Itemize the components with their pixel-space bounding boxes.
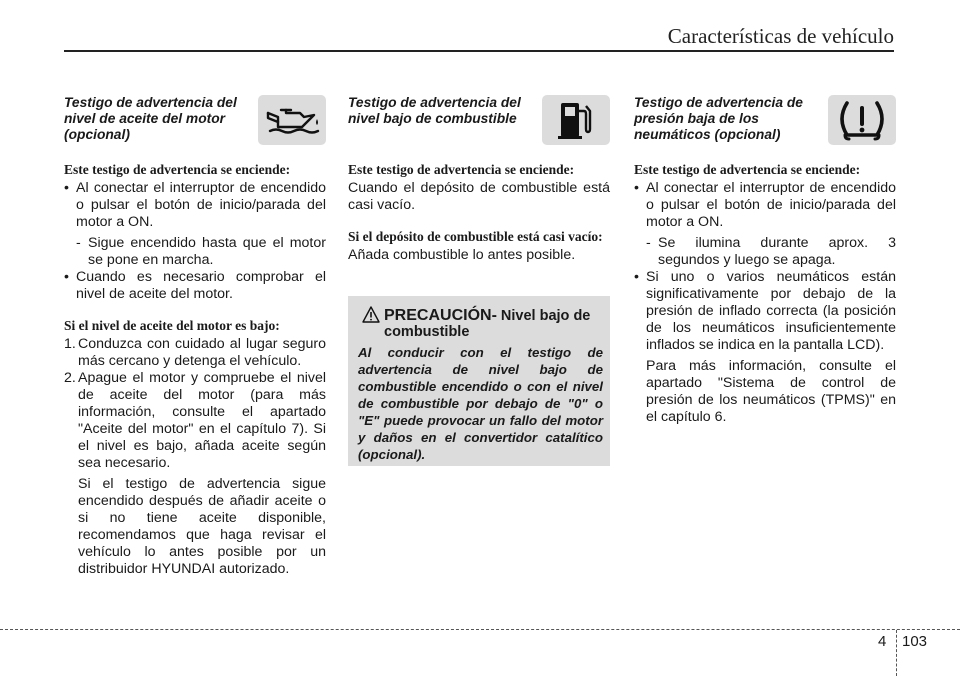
caution-title-sub: Nivel bajo de combustible — [384, 308, 591, 340]
oil-subheading-1: Este testigo de advertencia se enciende: — [64, 162, 291, 177]
warning-triangle-icon — [362, 306, 380, 323]
tire-warning-title: Testigo de advertencia de presión baja de los neumáticos (opcional) — [634, 95, 803, 142]
oil-step-1-text: Conduzca con cuidado al lugar seguro más cercano y detenga el vehículo. — [78, 336, 326, 369]
tire-icon-box — [828, 95, 896, 145]
tire-bullet-2: • Si uno o varios neumáticos están significativamente por debajo de la presión de inflado correcta (la posición de los neumáticos insuficientemente inflados se indica en la pantalla LCD). — [634, 269, 896, 354]
oil-bullet-2: • Cuando es necesario comprobar el nivel de aceite del motor. — [64, 269, 326, 303]
tire-dash-1-text: Se ilumina durante aprox. 3 segundos y luego se apaga. — [658, 235, 896, 268]
oil-subheading-2: Si el nivel de aceite del motor es bajo: — [64, 318, 280, 333]
tire-subheading-1: Este testigo de advertencia se enciende: — [634, 162, 861, 177]
fuel-paragraph-1: Cuando el depósito de combustible está casi vacío. — [348, 180, 610, 213]
oil-bullet-1: • Al conectar el interruptor de encendido o pulsar el botón de inicio/parada del motor a ON. — [64, 180, 326, 231]
oil-step-1: 1. Conduzca con cuidado al lugar seguro más cercano y detenga el vehículo. — [64, 336, 326, 369]
caution-title — [384, 308, 604, 340]
header-rule — [64, 50, 894, 52]
caution-title-main: PRECAUCIÓN- — [384, 307, 497, 324]
caution-box — [348, 296, 610, 466]
tire-bullet-1: • Al conectar el interruptor de encendido o pulsar el botón de inicio/parada del motor a ON. — [634, 180, 896, 231]
oil-warning-section — [64, 95, 326, 578]
caution-text: Al conducir con el testigo de advertencia de nivel bajo de combustible encendido o con el nivel de combustible por debajo de "0" o "E" puede provocar un fallo del motor y daños en el convertidor catalítico (opcional). — [358, 345, 603, 462]
footer-rule — [0, 629, 960, 630]
oil-dash-1: - Sigue encendido hasta que el motor se pone en marcha. — [76, 235, 326, 268]
page-number: 103 — [902, 633, 928, 650]
tire-bullet-2-continued: Para más información, consulte el apartado "Sistema de control de presión de los neumáticos (TPMS)" en el capítulo 6. — [646, 358, 896, 425]
page-header-title: Características de vehículo — [667, 24, 894, 48]
oil-icon-box — [258, 95, 326, 145]
oil-warning-title: Testigo de advertencia del nivel de aceite del motor (opcional) — [64, 95, 237, 142]
fuel-icon-box — [542, 95, 610, 145]
oil-step-2-continued: Si el testigo de advertencia sigue encendido después de añadir aceite o si no tiene aceite disponible, recomendamos que haga revisar el vehículo lo antes posible por un distribuidor HYUNDAI autorizado. — [78, 476, 326, 577]
fuel-paragraph-2: Añada combustible lo antes posible. — [348, 247, 576, 263]
tire-pressure-icon — [835, 99, 889, 141]
oil-step-2-text: Apague el motor y compruebe el nivel de aceite del motor (para más información, consulte el apartado "Aceite del motor" en el capítulo 7). Si el nivel es bajo, añada aceite según sea necesario. — [78, 370, 326, 471]
tire-dash-1: - Se ilumina durante aprox. 3 segundos y luego se apaga. — [646, 235, 896, 268]
oil-step-2: 2. Apague el motor y compruebe el nivel de aceite del motor (para más información, consulte el apartado "Aceite del motor" en el capítulo 7). Si el nivel es bajo, añada aceite según sea necesario. — [64, 370, 326, 471]
chapter-number: 4 — [878, 633, 887, 650]
fuel-subheading-1: Este testigo de advertencia se enciende: — [348, 162, 575, 177]
oil-can-icon — [264, 103, 320, 137]
page-number-separator — [896, 630, 897, 676]
fuel-subheading-2: Si el depósito de combustible está casi vacío: — [348, 229, 603, 244]
fuel-pump-icon — [556, 99, 596, 141]
oil-dash-1-text: Sigue encendido hasta que el motor se pone en marcha. — [88, 235, 326, 268]
fuel-warning-title: Testigo de advertencia del nivel bajo de combustible — [348, 95, 521, 126]
tire-warning-section — [634, 95, 896, 426]
fuel-warning-section — [348, 95, 610, 264]
